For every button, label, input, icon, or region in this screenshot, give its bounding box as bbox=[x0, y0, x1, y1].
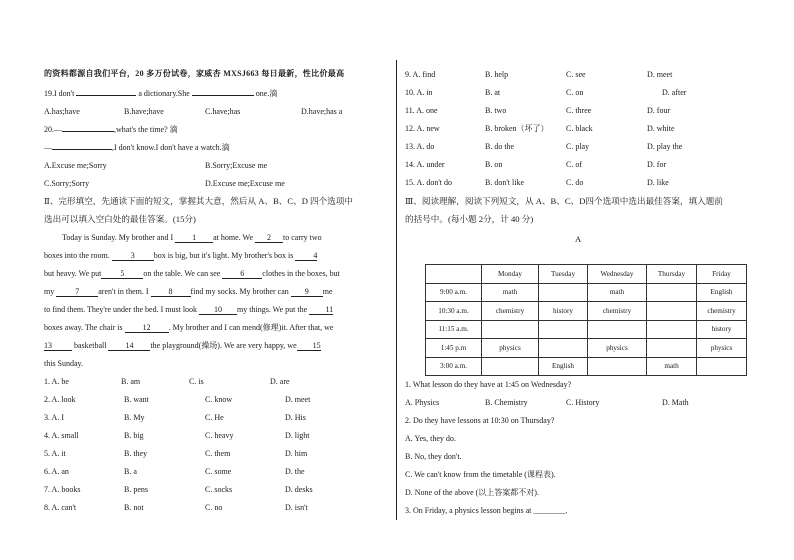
cloze-option-14a: 14. A. under bbox=[405, 160, 445, 169]
timetable-cell: physics bbox=[482, 339, 539, 358]
cloze-option-10a: 10. A. in bbox=[405, 88, 433, 97]
cloze-option-1c: C. is bbox=[189, 377, 204, 386]
reading-q1-option-c: C. History bbox=[566, 398, 600, 407]
timetable bbox=[425, 264, 747, 376]
cloze-option-10c: C. on bbox=[566, 88, 584, 97]
cloze-option-10d: D. after bbox=[662, 88, 687, 97]
q20-text: ,what's the time? 滴 bbox=[114, 125, 178, 134]
q20-number: 20.— bbox=[44, 125, 62, 134]
timetable-cell bbox=[647, 320, 697, 339]
cloze-blank-4[interactable]: 4 bbox=[295, 251, 317, 261]
cloze-line-4 bbox=[44, 287, 333, 297]
cloze-text: my things. We put the bbox=[237, 305, 310, 314]
cloze-text: to carry two bbox=[283, 233, 322, 242]
timetable-cell bbox=[647, 283, 697, 302]
timetable-cell bbox=[588, 320, 647, 339]
cloze-option-3b: B. My bbox=[124, 413, 145, 422]
cloze-option-1a: 1. A. be bbox=[44, 377, 69, 386]
reading-q1-option-d: D. Math bbox=[662, 398, 689, 407]
q19-option-b: B.have;have bbox=[124, 107, 164, 116]
reading-q2-option-b: B. No, they don't. bbox=[405, 452, 462, 461]
cloze-option-13c: C. play bbox=[566, 142, 590, 151]
cloze-option-1d: D. are bbox=[270, 377, 290, 386]
cloze-option-5a: 5. A. it bbox=[44, 449, 66, 458]
cloze-blank-12[interactable]: 12 bbox=[125, 323, 169, 333]
section-3-heading-line-1: Ⅲ、阅读理解，阅读下列短文，从 A、B、C、D四个选项中选出最佳答案，填入题前 bbox=[405, 196, 723, 206]
timetable-cell: chemistry bbox=[588, 302, 647, 321]
cloze-option-9d: D. meet bbox=[647, 70, 673, 79]
cloze-line-6 bbox=[44, 323, 333, 333]
cloze-option-8d: D. isn't bbox=[285, 503, 308, 512]
timetable-row bbox=[426, 320, 747, 339]
cloze-line-1 bbox=[62, 233, 322, 243]
cloze-option-15b: B. don't like bbox=[485, 178, 524, 187]
cloze-text: boxes into the room. bbox=[44, 251, 112, 260]
reading-question-3: 3. On Friday, a physics lesson begins at ________. bbox=[405, 506, 568, 515]
cloze-option-14b: B. on bbox=[485, 160, 503, 169]
q20-option-a: A.Excuse me;Sorry bbox=[44, 161, 107, 170]
timetable-cell: 10:30 a.m. bbox=[426, 302, 482, 321]
cloze-option-7c: C. socks bbox=[205, 485, 233, 494]
cloze-blank-15[interactable]: 15 bbox=[297, 341, 321, 351]
timetable-header-cell: Thursday bbox=[647, 265, 697, 284]
cloze-option-3d: D. His bbox=[285, 413, 306, 422]
q20-option-b: B.Sorry;Excuse me bbox=[205, 161, 268, 170]
reading-question-2: 2. Do they have lessons at 10:30 on Thursday? bbox=[405, 416, 555, 425]
cloze-text: to find them. They're under the bed. I must look bbox=[44, 305, 200, 314]
reading-q1-option-b: B. Chemistry bbox=[485, 398, 528, 407]
cloze-option-2b: B. want bbox=[124, 395, 149, 404]
cloze-line-2 bbox=[44, 251, 317, 261]
cloze-option-2d: D. meet bbox=[285, 395, 311, 404]
timetable-cell bbox=[588, 357, 647, 376]
timetable-cell: physics bbox=[588, 339, 647, 358]
q20-line-2 bbox=[44, 143, 230, 153]
timetable-cell bbox=[482, 320, 539, 339]
timetable-cell bbox=[697, 357, 747, 376]
cloze-option-5c: C. them bbox=[205, 449, 231, 458]
cloze-option-4b: B. big bbox=[124, 431, 144, 440]
q19-text-mid: a dictionary.She bbox=[138, 89, 190, 98]
cloze-option-15a: 15. A. don't do bbox=[405, 178, 452, 187]
cloze-option-6c: C. some bbox=[205, 467, 232, 476]
timetable-header-cell: Friday bbox=[697, 265, 747, 284]
cloze-option-13b: B. do the bbox=[485, 142, 515, 151]
cloze-blank-7[interactable]: 7 bbox=[56, 287, 98, 297]
timetable-header-row bbox=[426, 265, 747, 284]
cloze-line-7 bbox=[44, 341, 321, 351]
timetable-row bbox=[426, 283, 747, 302]
cloze-option-11c: C. three bbox=[566, 106, 592, 115]
cloze-option-2a: 2. A. look bbox=[44, 395, 76, 404]
cloze-option-11d: D. four bbox=[647, 106, 671, 115]
cloze-option-6a: 6. A. an bbox=[44, 467, 69, 476]
cloze-blank-13[interactable]: 13 bbox=[44, 341, 72, 351]
cloze-option-13d: D. play the bbox=[647, 142, 683, 151]
cloze-blank-8[interactable]: 8 bbox=[151, 287, 191, 297]
cloze-option-5d: D. him bbox=[285, 449, 308, 458]
timetable-cell bbox=[539, 339, 588, 358]
cloze-option-15d: D. like bbox=[647, 178, 669, 187]
timetable-header-cell bbox=[426, 265, 482, 284]
cloze-option-15c: C. do bbox=[566, 178, 584, 187]
cloze-option-3a: 3. A. I bbox=[44, 413, 64, 422]
q19-text-tail: one.滴 bbox=[255, 89, 278, 98]
timetable-cell: chemistry bbox=[697, 302, 747, 321]
cloze-blank-9[interactable]: 9 bbox=[291, 287, 323, 297]
reading-q2-option-c: C. We can't know from the timetable (课程表). bbox=[405, 470, 556, 479]
timetable-cell: 3:00 a.m. bbox=[426, 357, 482, 376]
cloze-option-14d: D. for bbox=[647, 160, 667, 169]
cloze-text: box is big, but it's light. My brother's box is bbox=[153, 251, 296, 260]
timetable-row bbox=[426, 339, 747, 358]
cloze-option-7b: B. pens bbox=[124, 485, 148, 494]
cloze-option-9a: 9. A. find bbox=[405, 70, 436, 79]
timetable-cell: math bbox=[588, 283, 647, 302]
question-20 bbox=[44, 125, 178, 135]
timetable-cell: 11:15 a.m. bbox=[426, 320, 482, 339]
q20-dash: — bbox=[44, 143, 52, 152]
cloze-text: the playground(操场). We are very happy, we bbox=[150, 341, 297, 350]
cloze-option-7a: 7. A. books bbox=[44, 485, 81, 494]
cloze-text: at home. We bbox=[213, 233, 255, 242]
timetable-cell bbox=[539, 320, 588, 339]
timetable-header-cell: Tuesday bbox=[539, 265, 588, 284]
q19-blank-1[interactable] bbox=[76, 95, 136, 96]
question-19 bbox=[44, 89, 277, 99]
timetable-cell: chemistry bbox=[482, 302, 539, 321]
cloze-line-8: this Sunday. bbox=[44, 359, 84, 368]
cloze-option-12a: 12. A. new bbox=[405, 124, 440, 133]
cloze-option-11a: 11. A. one bbox=[405, 106, 438, 115]
q20-option-d: D.Excuse me;Excuse me bbox=[205, 179, 285, 188]
timetable-header-cell: Wednesday bbox=[588, 265, 647, 284]
cloze-option-12c: C. black bbox=[566, 124, 593, 133]
cloze-text: me bbox=[322, 287, 333, 296]
cloze-option-12b: B. broken（坏了） bbox=[485, 124, 549, 133]
timetable-row bbox=[426, 357, 747, 376]
cloze-option-13a: 13. A. do bbox=[405, 142, 435, 151]
q19-number: 19. bbox=[44, 89, 54, 98]
reading-q2-option-a: A. Yes, they do. bbox=[405, 434, 456, 443]
cloze-text: my bbox=[44, 287, 57, 296]
cloze-blank-10[interactable]: 10 bbox=[199, 305, 237, 315]
cloze-option-10b: B. at bbox=[485, 88, 501, 97]
cloze-blank-1[interactable]: 1 bbox=[175, 233, 213, 243]
cloze-option-5b: B. they bbox=[124, 449, 148, 458]
section-2-heading-line-2: 选出可以填入空白处的最佳答案。(15分) bbox=[44, 214, 196, 224]
cloze-text: aren't in them. I bbox=[98, 287, 151, 296]
cloze-text: basketball bbox=[74, 341, 109, 350]
section-3-heading-line-2: 的括号中。(每小题 2分，计 40 分) bbox=[405, 214, 534, 224]
cloze-option-8c: C. no bbox=[205, 503, 223, 512]
cloze-option-1b: B. am bbox=[121, 377, 141, 386]
timetable-cell: history bbox=[539, 302, 588, 321]
q20-blank-2[interactable] bbox=[52, 149, 112, 150]
cloze-text: on the table. We can see bbox=[143, 269, 223, 278]
q19-option-d: D.have;has a bbox=[301, 107, 343, 116]
timetable-cell bbox=[539, 283, 588, 302]
cloze-text: . My brother and I can mend(修理)it. After that, we bbox=[168, 323, 334, 332]
cloze-text: but heavy. We put bbox=[44, 269, 102, 278]
section-2-heading-line-1: Ⅱ、完形填空，先通读下面的短文，掌握其大意，然后从 A、B、C、D 四个选项中 bbox=[44, 196, 354, 206]
cloze-option-12d: D. white bbox=[647, 124, 675, 133]
cloze-line-3 bbox=[44, 269, 340, 279]
timetable-cell bbox=[647, 302, 697, 321]
cloze-text: Today is Sunday. My brother and I bbox=[62, 233, 176, 242]
cloze-option-9b: B. help bbox=[485, 70, 509, 79]
cloze-option-11b: B. two bbox=[485, 106, 507, 115]
cloze-option-4a: 4. A. small bbox=[44, 431, 79, 440]
header-text: 的资料都源自我们平台，20 多万份试卷，家威杏 MXSJ663 每日最新，性比价最高 bbox=[44, 69, 345, 78]
q19-text-pre: I don't bbox=[54, 89, 75, 98]
reading-q2-option-d: D. None of the above (以上答案都不对). bbox=[405, 488, 539, 497]
cloze-text: boxes away. The chair is bbox=[44, 323, 125, 332]
timetable-cell: English bbox=[539, 357, 588, 376]
timetable-cell: English bbox=[697, 283, 747, 302]
timetable-cell bbox=[647, 339, 697, 358]
q19-option-a: A.has;have bbox=[44, 107, 80, 116]
cloze-option-4c: C. heavy bbox=[205, 431, 234, 440]
reading-q1-option-a: A. Physics bbox=[405, 398, 440, 407]
cloze-blank-14[interactable]: 14 bbox=[108, 341, 150, 351]
cloze-option-8a: 8. A. can't bbox=[44, 503, 77, 512]
reading-question-1: 1. What lesson do they have at 1:45 on Wednesday? bbox=[405, 380, 572, 389]
timetable-row bbox=[426, 302, 747, 321]
q20-option-c: C.Sorry;Sorry bbox=[44, 179, 90, 188]
cloze-option-6b: B. a bbox=[124, 467, 137, 476]
cloze-text: find my socks. My brother can bbox=[190, 287, 291, 296]
q20-text-2: ,I don't know.I don't have a watch.滴 bbox=[112, 143, 230, 152]
timetable-header-cell: Monday bbox=[482, 265, 539, 284]
timetable-cell: math bbox=[482, 283, 539, 302]
passage-label: A bbox=[575, 234, 582, 244]
q20-blank-1[interactable] bbox=[62, 131, 114, 132]
cloze-option-3c: C. He bbox=[205, 413, 224, 422]
timetable-cell: 1:45 p.m bbox=[426, 339, 482, 358]
cloze-blank-3[interactable]: 3 bbox=[112, 251, 154, 261]
timetable-cell: 9:00 a.m. bbox=[426, 283, 482, 302]
timetable-cell bbox=[482, 357, 539, 376]
cloze-line-5 bbox=[44, 305, 333, 315]
q19-blank-2[interactable] bbox=[192, 95, 254, 96]
timetable-cell: math bbox=[647, 357, 697, 376]
q19-option-c: C.have;has bbox=[205, 107, 241, 116]
cloze-blank-6[interactable]: 6 bbox=[222, 269, 262, 279]
cloze-option-9c: C. see bbox=[566, 70, 586, 79]
cloze-text: clothes in the boxes, but bbox=[262, 269, 340, 278]
timetable-cell: physics bbox=[697, 339, 747, 358]
cloze-option-4d: D. light bbox=[285, 431, 310, 440]
cloze-blank-5[interactable]: 5 bbox=[101, 269, 143, 279]
cloze-blank-2[interactable]: 2 bbox=[255, 233, 283, 243]
cloze-option-2c: C. know bbox=[205, 395, 233, 404]
cloze-option-14c: C. of bbox=[566, 160, 582, 169]
cloze-option-8b: B. not bbox=[124, 503, 144, 512]
column-divider bbox=[396, 60, 397, 520]
cloze-blank-11[interactable]: 11 bbox=[309, 305, 333, 315]
timetable-cell: history bbox=[697, 320, 747, 339]
cloze-option-7d: D. desks bbox=[285, 485, 313, 494]
cloze-option-6d: D. the bbox=[285, 467, 305, 476]
